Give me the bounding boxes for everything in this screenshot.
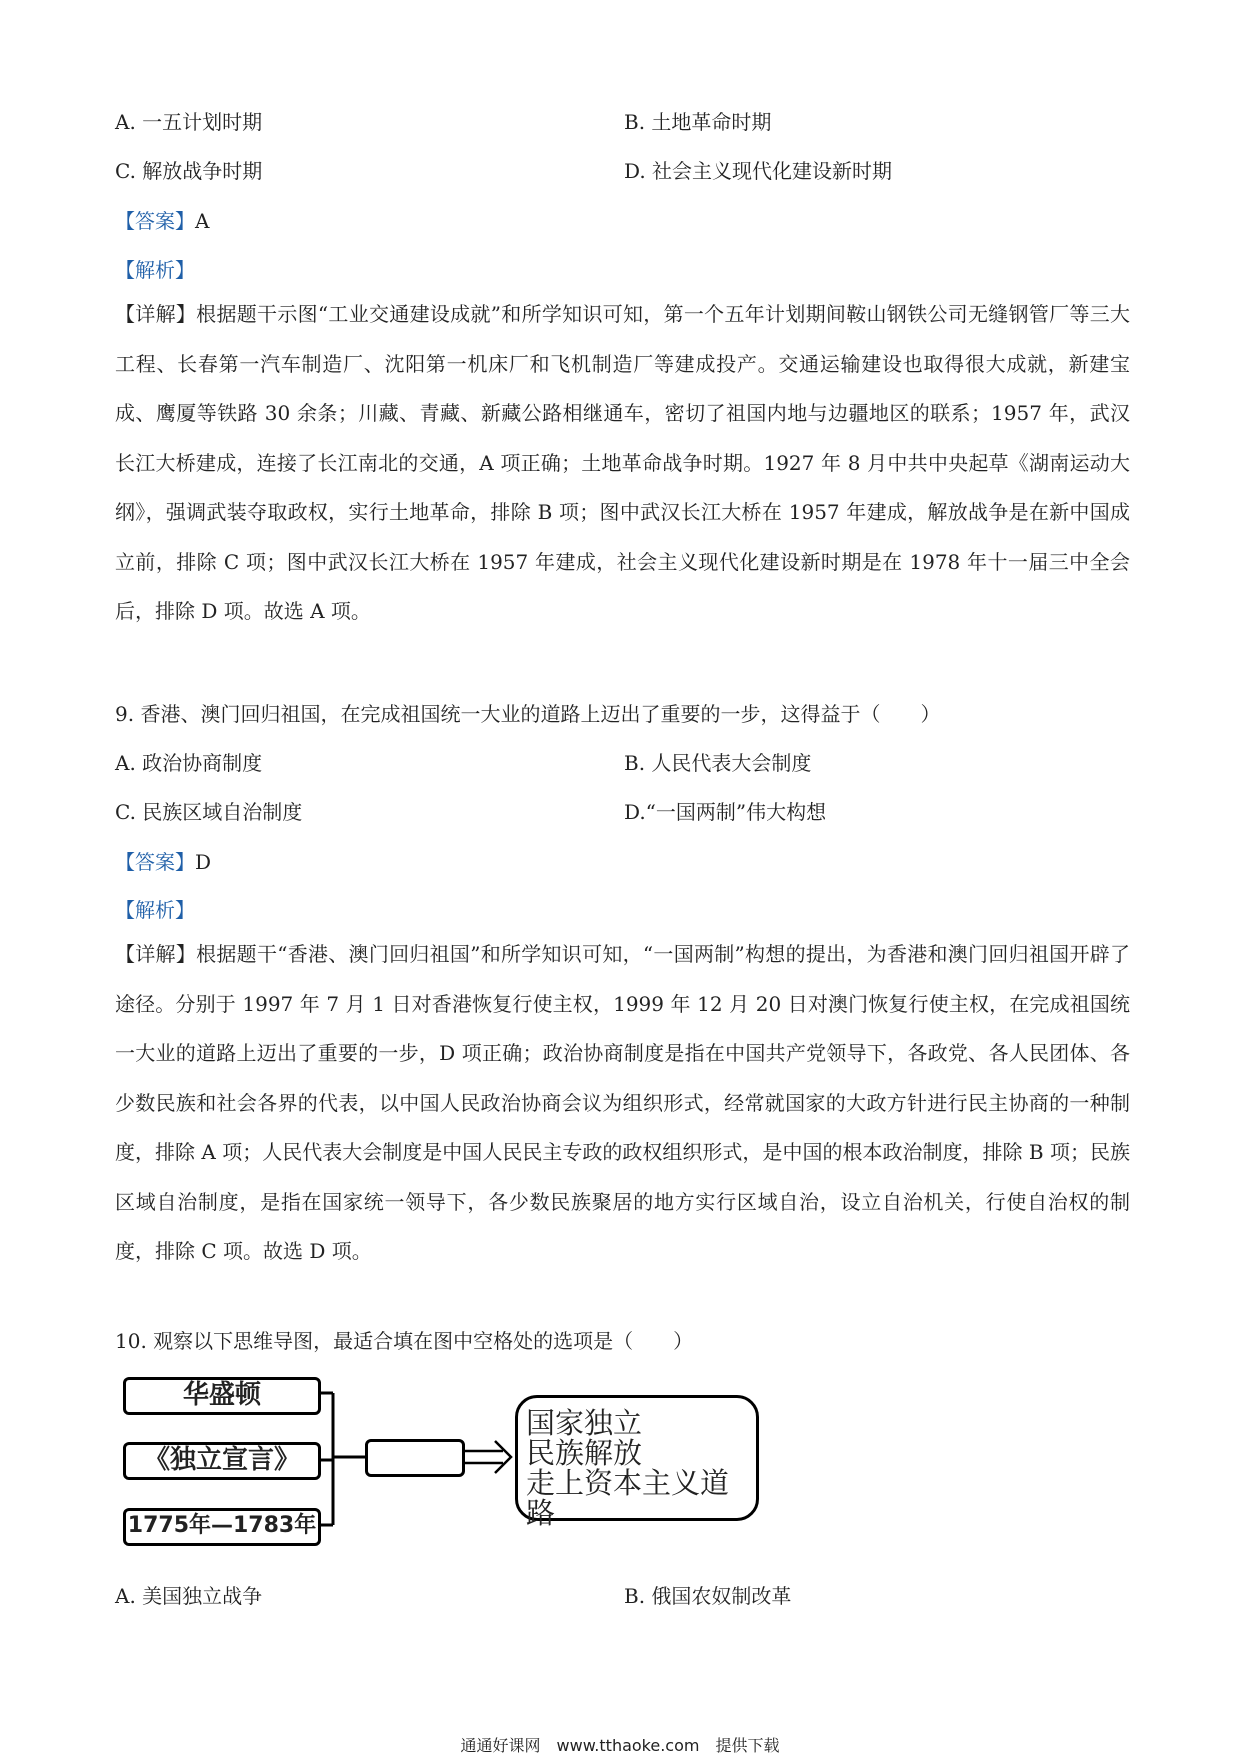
q10-option-b: B. 俄国农奴制改革 — [624, 1584, 792, 1608]
mind-map — [115, 1375, 765, 1555]
q10-question: 10. 观察以下思维导图，最适合填在图中空格处的选项是（ ） — [115, 1329, 694, 1353]
q8-option-b: B. 土地革命时期 — [624, 110, 772, 134]
mindmap-box-washington: 华盛顿 — [123, 1377, 321, 1415]
q8-answer — [115, 205, 209, 234]
mindmap-box-declaration: 《独立宣言》 — [123, 1442, 321, 1480]
answer-value: D — [195, 850, 212, 874]
q8-option-c: C. 解放战争时期 — [115, 159, 263, 183]
q9-analysis-label: 【解析】 — [115, 898, 195, 922]
detail-label: 【详解】 — [115, 302, 197, 326]
detail-text: 根据题干“香港、澳门回归祖国”和所学知识可知，“一国两制”构想的提出，为香港和澳门回归祖国开辟了途径。分别于 1997 年 7 月 1 日对香港恢复行使主权，1999 年 12 月 20 日对澳门恢复行使主权，在完成祖国统一大业的道路上迈出了重要的一步，D 项正确；政治协商制度是指在中国共产党领导下，各政党、各人民团体、各少数民族和社会各界的代表，以中国人民政治协商会议为组织形式，经常就国家的大政方针进行民主协商的一种制度，排除 A 项；人民代表大会制度是中国人民民主专政的政权组织形式，是中国的根本政治制度，排除 B 项；民族区域自治制度，是指在国家统一领导下，各少数民族聚居的地方实行区域自治，设立自治机关，行使自治权的制度，排除 C 项。故选 D 项。 — [115, 942, 1130, 1263]
q9-option-b: B. 人民代表大会制度 — [624, 751, 812, 775]
page-footer: 通通好课网 www.tthaoke.com 提供下载 — [460, 1736, 780, 1755]
q8-detail — [115, 290, 1130, 637]
q9-answer — [115, 846, 211, 875]
detail-label: 【详解】 — [115, 942, 197, 966]
q9-question: 9. 香港、澳门回归祖国，在完成祖国统一大业的道路上迈出了重要的一步，这得益于（ ） — [115, 702, 941, 726]
answer-label: 【答案】 — [115, 850, 195, 874]
answer-value: A — [195, 209, 210, 233]
q9-option-d: D.“一国两制”伟大构想 — [624, 800, 827, 824]
answer-label: 【答案】 — [115, 209, 195, 233]
mindmap-result-box — [515, 1395, 759, 1530]
q9-option-a: A. 政治协商制度 — [115, 751, 263, 775]
q8-option-d: D. 社会主义现代化建设新时期 — [624, 159, 893, 183]
mindmap-blank-box — [365, 1439, 465, 1477]
q10-option-a: A. 美国独立战争 — [115, 1584, 263, 1608]
result-line-2: 民族解放 — [526, 1436, 643, 1470]
mindmap-box-years: 1775年—1783年 — [123, 1508, 321, 1546]
result-line-3: 走上资本主义道路 — [526, 1466, 730, 1530]
q8-analysis-label: 【解析】 — [115, 258, 195, 282]
result-line-1: 国家独立 — [526, 1406, 643, 1440]
q9-detail — [115, 930, 1130, 1277]
q8-option-a: A. 一五计划时期 — [115, 110, 263, 134]
q9-option-c: C. 民族区域自治制度 — [115, 800, 303, 824]
detail-text: 根据题干示图“工业交通建设成就”和所学知识可知，第一个五年计划期间鞍山钢铁公司无缝钢管厂等三大工程、长春第一汽车制造厂、沈阳第一机床厂和飞机制造厂等建成投产。交通运输建设也取得很大成就，新建宝成、鹰厦等铁路 30 余条；川藏、青藏、新藏公路相继通车，密切了祖国内地与边疆地区的联系；1957 年，武汉长江大桥建成，连接了长江南北的交通，A 项正确；土地革命战争时期。1927 年 8 月中共中央起草《湖南运动大纲》，强调武装夺取政权，实行土地革命，排除 B 项；图中武汉长江大桥在 1957 年建成，解放战争是在新中国成立前，排除 C 项；图中武汉长江大桥在 1957 年建成，社会主义现代化建设新时期是在 1978 年十一届三中全会后，排除 D 项。故选 A 项。 — [115, 302, 1131, 623]
